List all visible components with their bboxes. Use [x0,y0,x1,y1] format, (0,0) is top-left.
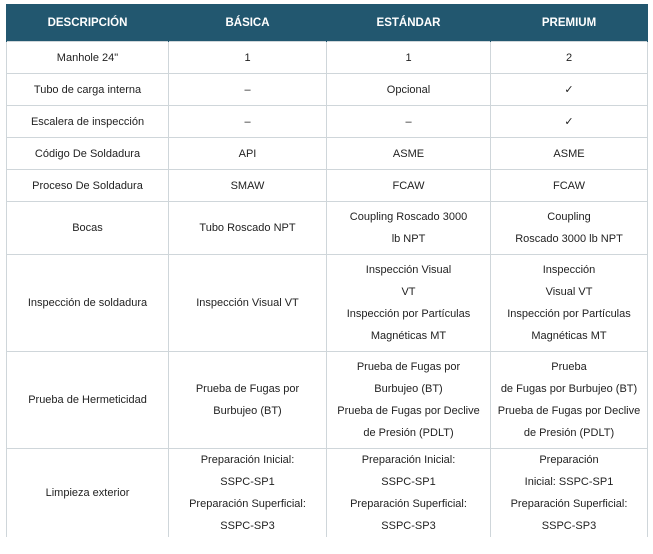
cell-line: Inspección Visual [365,264,452,276]
cell-line: VT [401,286,416,298]
cell-basica [169,106,327,138]
header-estandar: ESTÁNDAR [327,4,491,42]
cell-line: Burbujeo (BT) [213,405,282,417]
cell-line: 2 [565,51,573,64]
cell-line: Magnéticas MT [370,330,447,342]
cell-line: Prueba [551,361,587,373]
cell-line: Inspección Visual VT [196,297,299,309]
cell-line: FCAW [553,179,585,192]
cell-line: Opcional [386,83,431,96]
cell-premium [491,42,648,74]
cell-line: Preparación Superficial: [189,498,306,510]
table-row [7,352,648,449]
cell-line: SSPC-SP3 [220,520,275,532]
cell-line: Burbujeo (BT) [374,383,443,395]
cell-premium [491,106,648,138]
cell-premium [491,202,648,255]
cell-basica [169,352,327,449]
cell-line: Inspección por Partículas [346,308,471,320]
cell-estandar [327,202,491,255]
cell-line: Inspección por Partículas [507,308,631,320]
cell-line: Coupling Roscado 3000 [349,211,468,223]
cell-line: Coupling [547,211,591,223]
table-header-row [7,4,648,42]
cell-line: Visual VT [545,286,593,298]
cell-line: SSPC-SP1 [381,476,436,488]
row-label: Código De Soldadura [7,138,169,170]
cell-line: ✓ [564,83,574,96]
cell-line: FCAW [392,179,425,192]
row-label: Manhole 24" [7,42,169,74]
table-row [7,170,648,202]
cell-line: Inicial: SSPC-SP1 [524,476,614,488]
header-descripcion: DESCRIPCIÓN [7,4,169,42]
cell-line: 1 [244,51,251,64]
cell-line: SSPC-SP1 [220,476,275,488]
row-label: Bocas [7,202,169,255]
cell-line: API [238,147,257,160]
cell-line: ✓ [564,115,574,128]
row-label: Escalera de inspección [7,106,169,138]
table-row [7,202,648,255]
cell-line: Preparación Inicial: [200,454,295,466]
cell-estandar [327,449,491,538]
cell-premium [491,170,648,202]
cell-estandar [327,42,491,74]
cell-line: de Presión (PDLT) [363,427,454,439]
table-row [7,106,648,138]
row-label: Tubo de carga interna [7,74,169,106]
cell-line: – [244,115,251,128]
cell-basica [169,202,327,255]
cell-line: Prueba de Fugas por Declive [337,405,480,417]
cell-premium [491,74,648,106]
row-label: Limpieza exterior [7,449,169,538]
cell-basica [169,74,327,106]
table-row [7,74,648,106]
cell-premium [491,449,648,538]
cell-basica [169,138,327,170]
cell-basica [169,170,327,202]
cell-line: 1 [405,51,412,64]
cell-line: SMAW [230,179,265,192]
cell-line: Prueba de Fugas por [356,361,461,373]
cell-line: – [244,83,251,96]
cell-line: Prueba de Fugas por [195,383,300,395]
cell-line: de Fugas por Burbujeo (BT) [500,383,638,395]
cell-line: SSPC-SP3 [381,520,436,532]
cell-line: Preparación Superficial: [350,498,467,510]
cell-estandar [327,170,491,202]
table-row [7,255,648,352]
cell-line: Preparación Inicial: [361,454,456,466]
cell-premium [491,352,648,449]
cell-estandar [327,74,491,106]
cell-line: Tubo Roscado NPT [199,222,296,234]
cell-line: Roscado 3000 lb NPT [515,233,623,245]
cell-line: Prueba de Fugas por Declive [497,405,641,417]
cell-estandar [327,255,491,352]
header-premium: PREMIUM [491,4,648,42]
table-row [7,449,648,538]
cell-line: – [405,115,412,128]
cell-line: lb NPT [391,233,426,245]
table-row [7,138,648,170]
cell-estandar [327,106,491,138]
cell-basica [169,449,327,538]
specification-table [6,4,648,537]
cell-basica [169,42,327,74]
row-label: Inspección de soldadura [7,255,169,352]
cell-line: de Presión (PDLT) [523,427,615,439]
cell-line: ASME [553,147,585,160]
cell-line: Preparación Superficial: [510,498,628,510]
row-label: Proceso De Soldadura [7,170,169,202]
cell-premium [491,255,648,352]
cell-premium [491,138,648,170]
cell-line: ASME [392,147,425,160]
cell-line: Inspección [542,264,596,276]
cell-line: Preparación [539,454,599,466]
cell-estandar [327,352,491,449]
row-label: Prueba de Hermeticidad [7,352,169,449]
cell-basica [169,255,327,352]
table-body [7,42,648,538]
cell-line: Magnéticas MT [531,330,607,342]
cell-estandar [327,138,491,170]
header-basica: BÁSICA [169,4,327,42]
cell-line: SSPC-SP3 [541,520,597,532]
table-row [7,42,648,74]
